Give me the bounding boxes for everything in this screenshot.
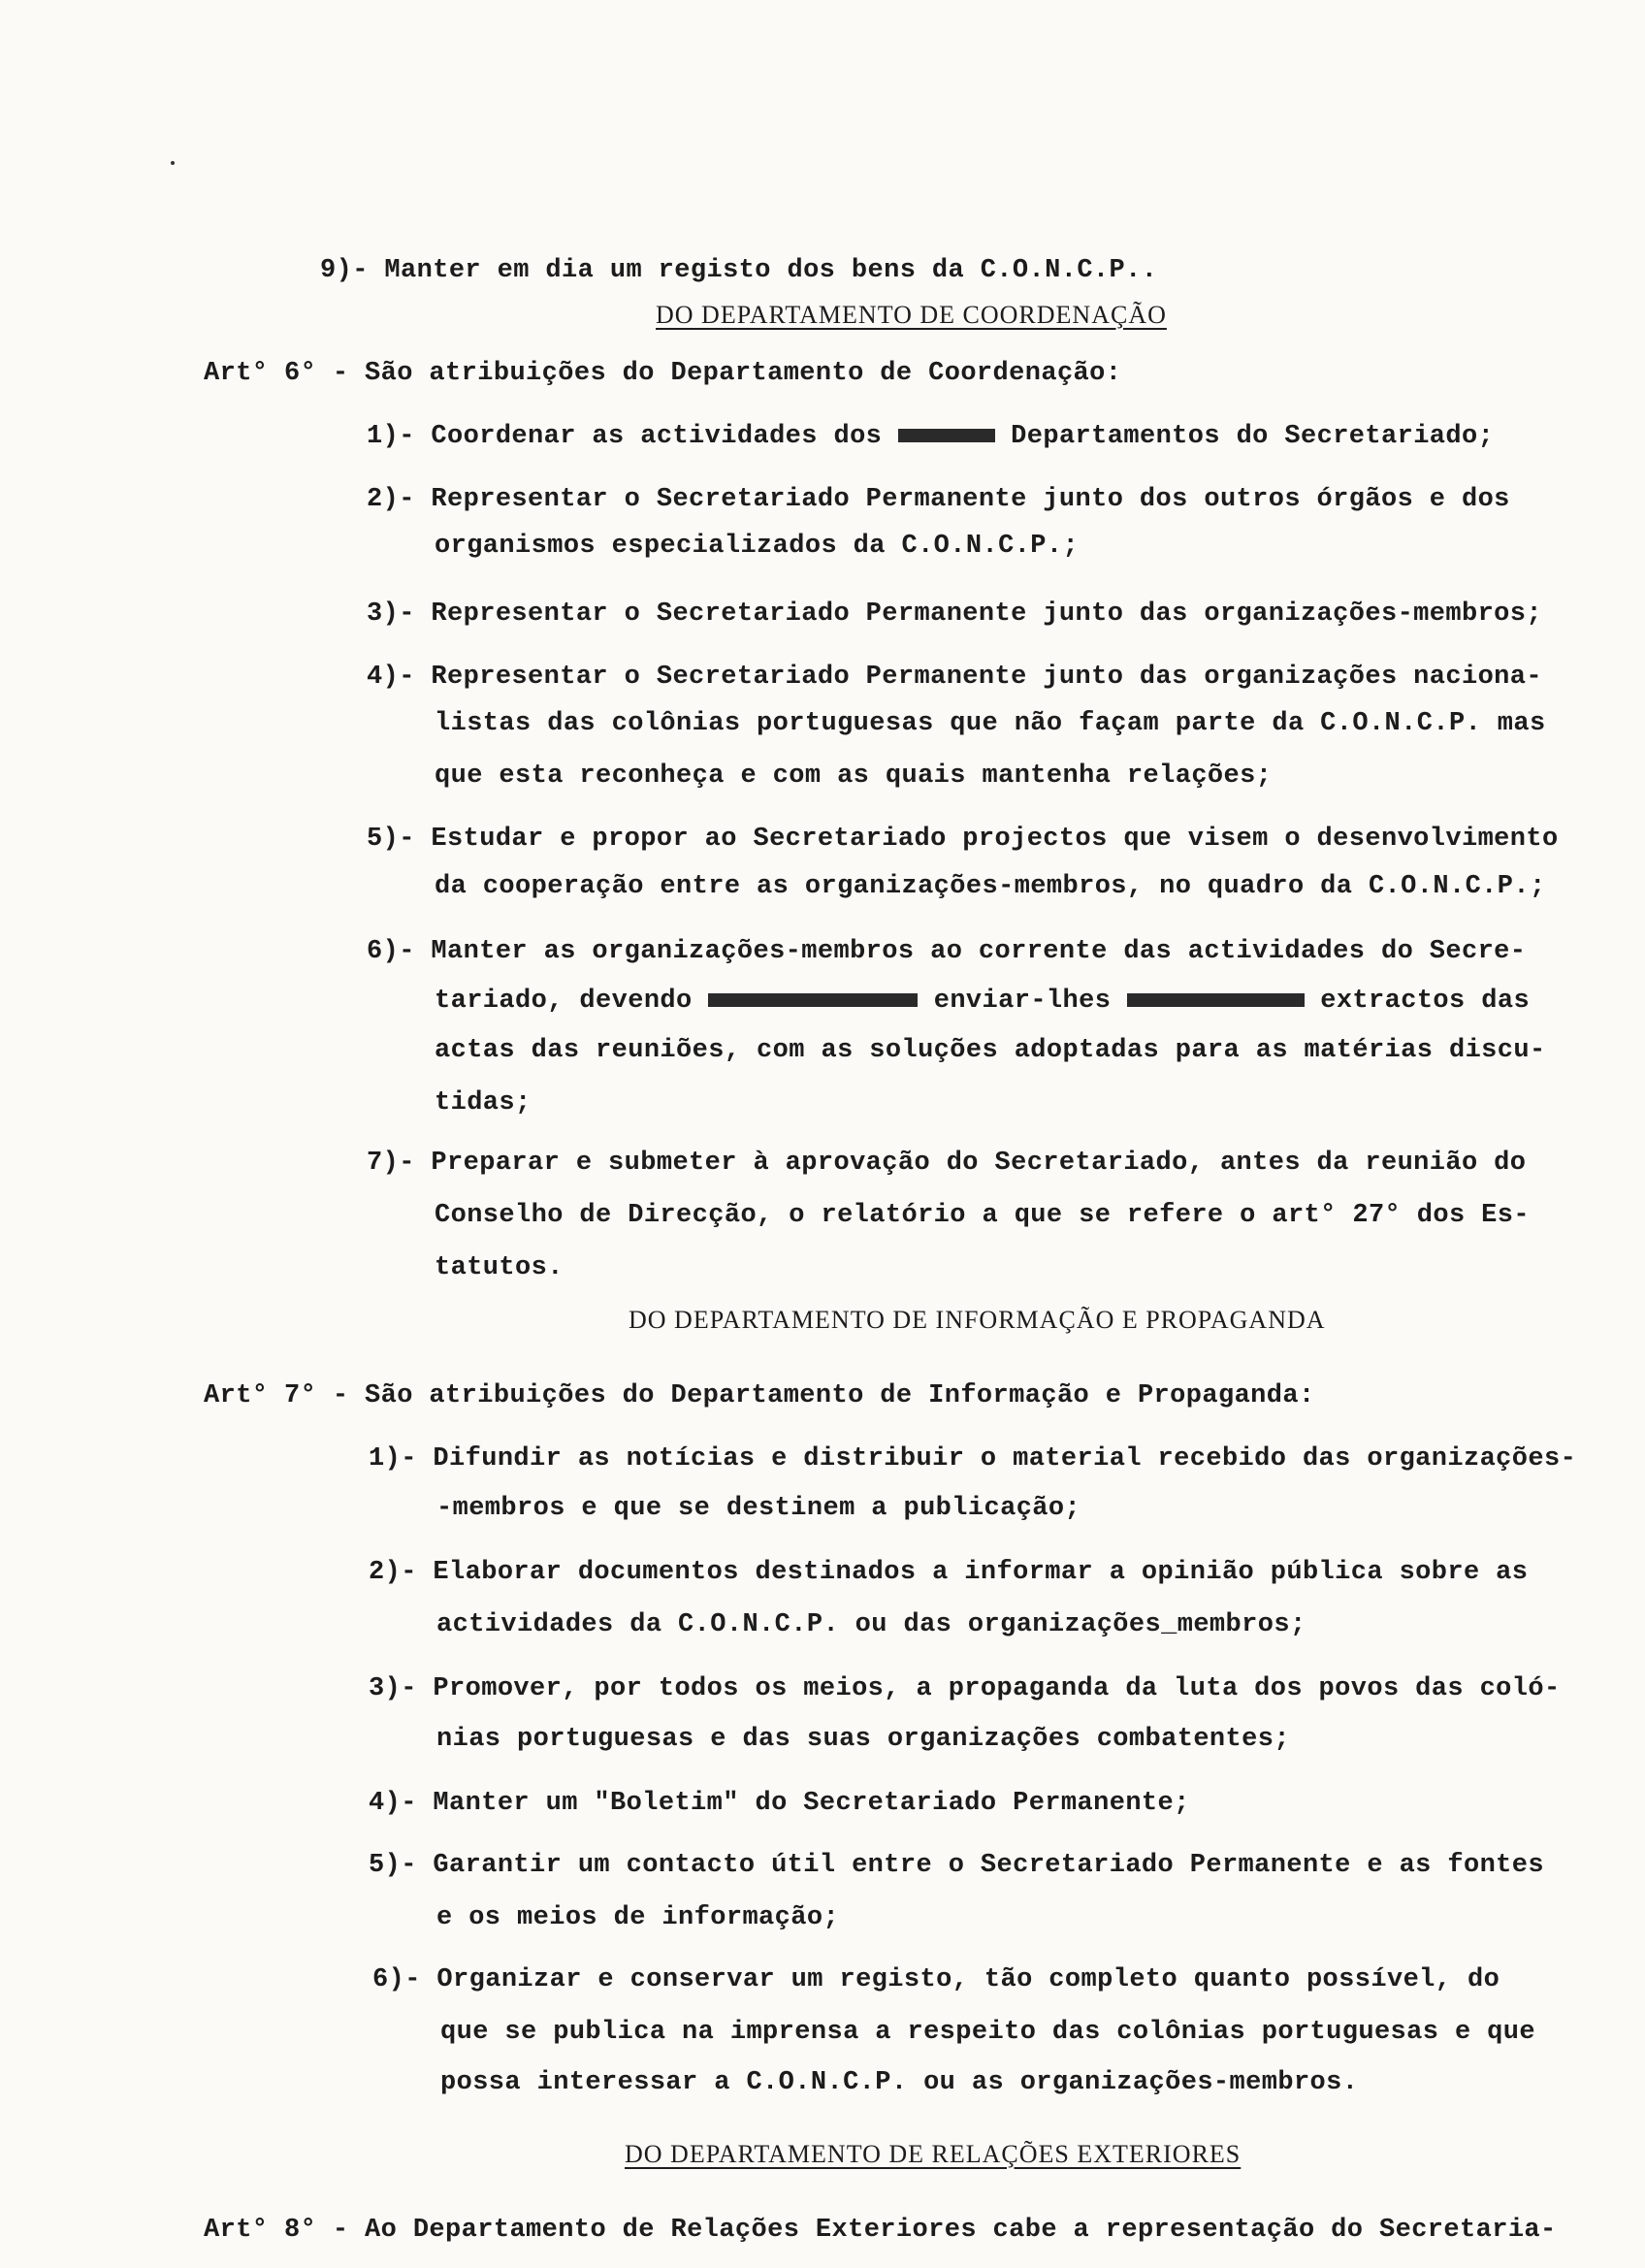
article-6-heading: Art° 6° - São atribuições do Departamento de Coordenação: (204, 359, 1122, 388)
art6-item-4-line-1: 4)- Representar o Secretariado Permanente junto das organizações naciona- (367, 663, 1542, 692)
art6-item-6-line-4: tidas; (435, 1088, 532, 1118)
item-9: 9)- Manter em dia um registo dos bens da C.O.N.C.P.. (320, 256, 1158, 285)
art7-item-5-line-2: e os meios de informação; (436, 1903, 840, 1932)
art6-item-5-line-1: 5)- Estudar e propor ao Secretariado projectos que visem o desenvolvimento (367, 825, 1559, 854)
section-heading-coordination: DO DEPARTAMENTO DE COORDENAÇÃO (656, 301, 1167, 329)
art6-item-6-text-end: extractos das (1320, 987, 1531, 1016)
art7-item-1-line-1: 1)- Difundir as notícias e distribuir o material recebido das organizações- (369, 1444, 1577, 1474)
art6-item-4-line-2: listas das colônias portuguesas que não façam parte da C.O.N.C.P. mas (435, 709, 1546, 738)
art7-item-6-line-3: possa interessar a C.O.N.C.P. ou as organizações-membros. (440, 2068, 1359, 2097)
section-heading-external-relations: DO DEPARTAMENTO DE RELAÇÕES EXTERIORES (625, 2140, 1242, 2168)
art7-item-3-line-1: 3)- Promover, por todos os meios, a propaganda da luta dos povos das coló- (369, 1674, 1561, 1703)
art7-item-6-line-1: 6)- Organizar e conservar um registo, tão completo quanto possível, do (372, 1965, 1500, 1994)
art7-item-5-line-1: 5)- Garantir um contacto útil entre o Secretariado Permanente e as fontes (369, 1851, 1544, 1880)
art7-item-3-line-2: nias portuguesas e das suas organizações combatentes; (436, 1725, 1290, 1754)
art6-item-1-text: 1)- Coordenar as actividades dos (367, 422, 883, 451)
art7-item-1-line-2: -membros e que se destinem a publicação; (436, 1494, 1081, 1523)
art6-item-5-line-2: da cooperação entre as organizações-membros, no quadro da C.O.N.C.P.; (435, 872, 1546, 901)
art6-item-6-line-2 (435, 985, 1530, 1018)
art6-item-6-line-1: 6)- Manter as organizações-membros ao corrente das actividades do Secre- (367, 937, 1527, 966)
art6-item-7-line-3: tatutos. (435, 1253, 564, 1282)
art6-item-4-line-3: que esta reconheça e com as quais mantenha relações; (435, 761, 1273, 791)
art7-item-4: 4)- Manter um "Boletim" do Secretariado Permanente; (369, 1789, 1190, 1818)
art6-item-7-line-2: Conselho de Direcção, o relatório a que se refere o art° 27° dos Es- (435, 1201, 1530, 1230)
art7-item-2-line-2: actividades da C.O.N.C.P. ou das organizações_membros; (436, 1610, 1306, 1639)
speck (171, 161, 175, 165)
art7-item-6-line-2: que se publica na imprensa a respeito das colônias portuguesas e que (440, 2018, 1535, 2047)
struck-out-word (708, 993, 918, 1007)
struck-out-word (1127, 993, 1305, 1007)
art6-item-2-line-1: 2)- Representar o Secretariado Permanente junto dos outros órgãos e dos (367, 485, 1510, 514)
art6-item-7-line-1: 7)- Preparar e submeter à aprovação do Secretariado, antes da reunião do (367, 1149, 1527, 1178)
art6-item-2-line-2: organismos especializados da C.O.N.C.P.; (435, 532, 1080, 561)
article-7-heading: Art° 7° - São atribuições do Departamento de Informação e Propaganda: (204, 1381, 1315, 1410)
art6-item-6-text-mid: enviar-lhes (933, 987, 1112, 1016)
art6-item-6-text: tariado, devendo (435, 987, 693, 1016)
art6-item-1-text-end: Departamentos do Secretariado; (1011, 422, 1495, 451)
art7-item-2-line-1: 2)- Elaborar documentos destinados a informar a opinião pública sobre as (369, 1558, 1529, 1587)
art6-item-3: 3)- Representar o Secretariado Permanente junto das organizações-membros; (367, 599, 1542, 629)
section-heading-information: DO DEPARTAMENTO DE INFORMAÇÃO E PROPAGANDA (629, 1306, 1326, 1334)
art6-item-1 (367, 420, 1494, 453)
struck-out-word (898, 429, 995, 442)
art6-item-6-line-3: actas das reuniões, com as soluções adoptadas para as matérias discu- (435, 1036, 1546, 1065)
article-8-heading: Art° 8° - Ao Departamento de Relações Exteriores cabe a representação do Secretaria- (204, 2216, 1557, 2245)
